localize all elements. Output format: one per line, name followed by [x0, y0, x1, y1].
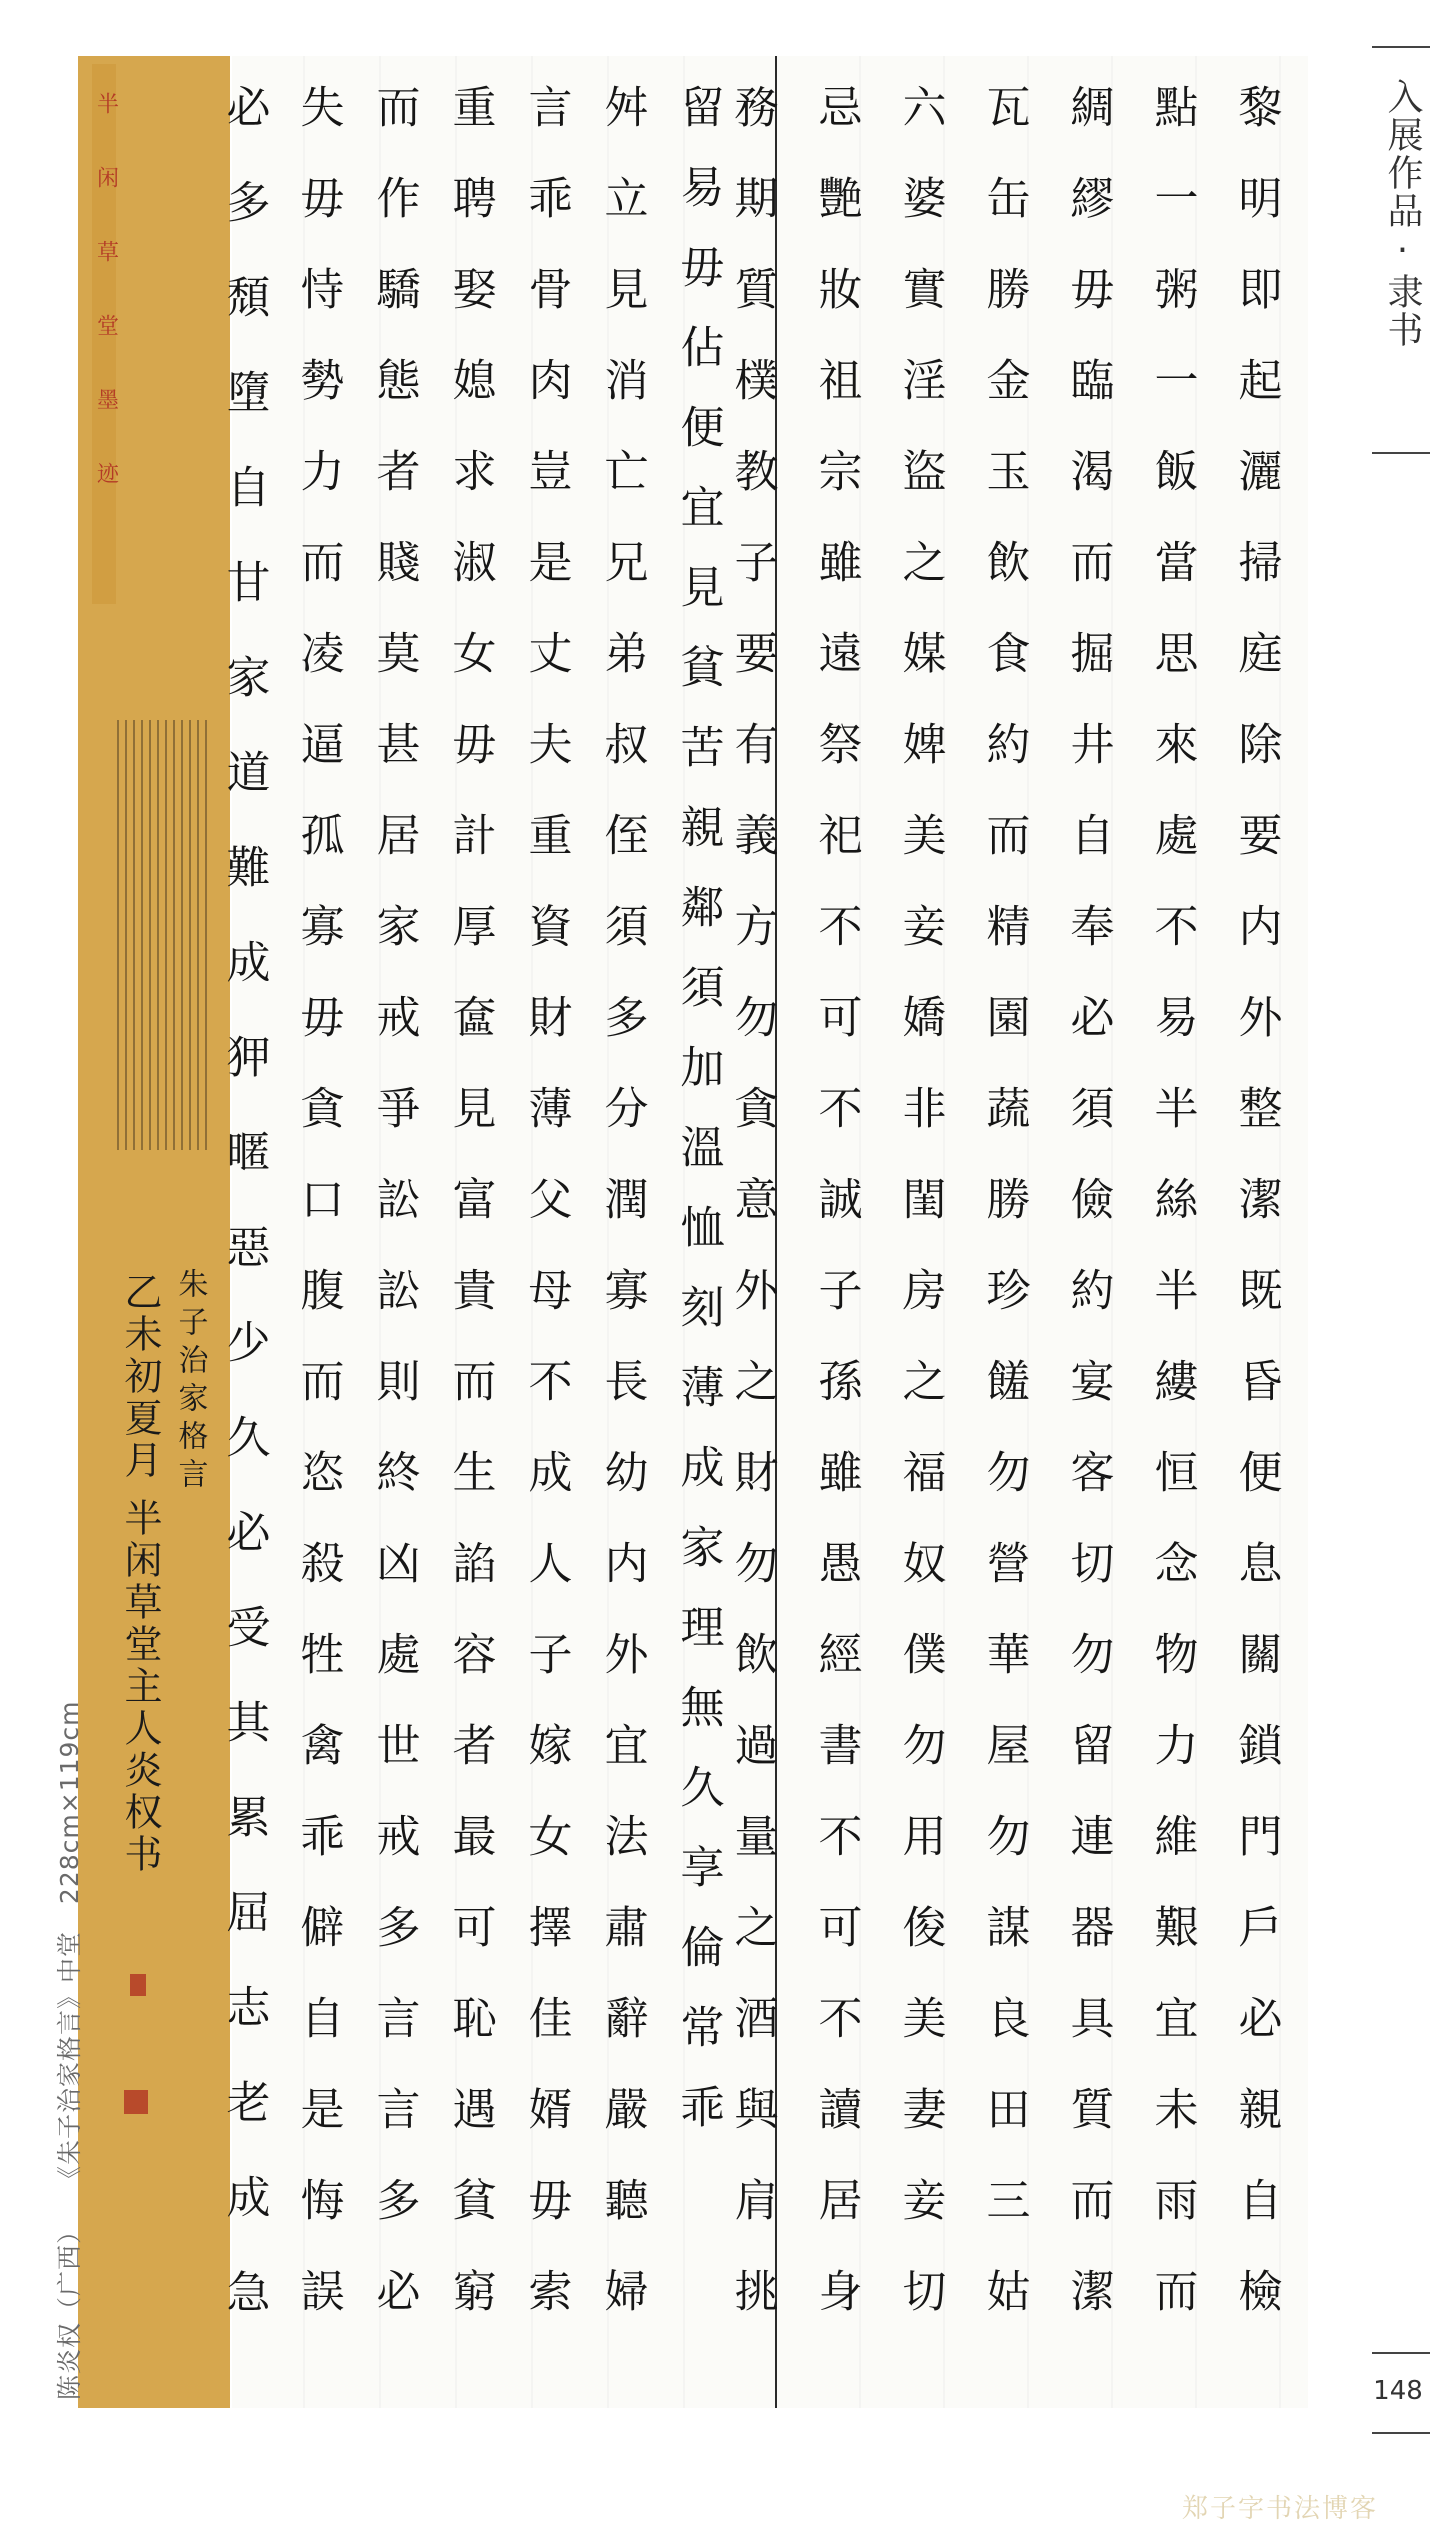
- section-rule-top: [1372, 46, 1430, 48]
- page-number-rule-bottom: [1372, 2432, 1430, 2434]
- text-column: 務期質樸教子要有義方勿貪意外之財勿飲過量之酒與肩挑: [726, 84, 778, 2359]
- section-title: 入展作品·隶书: [1382, 78, 1423, 349]
- caption-dimensions: 228cm×119cm: [55, 1700, 84, 1905]
- mounting-title-label: 半闲草堂墨迹: [93, 92, 119, 536]
- artist-seal-1: [130, 1974, 146, 1996]
- text-column: 瓦缶勝金玉飲食約而精園蔬勝珍饈勿營華屋勿謀良田三姑: [978, 84, 1030, 2359]
- text-column: 黎明即起灑掃庭除要内外整潔既昏便息關鎖門戶必親自檢: [1230, 84, 1282, 2359]
- page-number-rule-top: [1372, 2352, 1430, 2354]
- text-column: 重聘娶媳求淑女毋計厚奩見富貴而生諂容者最可恥遇貧窮: [444, 84, 496, 2359]
- text-column: 而作驕態者賤莫甚居家戒爭訟訟則終凶處世戒多言言多必: [368, 84, 420, 2359]
- caption-author: 陈炎权（广西）: [55, 2217, 84, 2400]
- caption-work-title: 《朱子治家格言》中堂: [55, 1931, 84, 2192]
- inscription-line: 乙未初夏月 半闲草堂主人炎权书: [118, 1272, 162, 1877]
- text-column: 六婆實淫盜之媒婢美妾嬌非閨房之福奴僕勿用俊美妻妾切: [894, 84, 946, 2359]
- page-number: 148: [1373, 2376, 1423, 2406]
- text-column: 留易毋佔便宜見貧苦親鄰須加溫恤刻薄成家理無久享倫常乖: [672, 84, 724, 2164]
- artist-seal-2: [124, 2090, 148, 2114]
- section-rule-bottom: [1372, 452, 1430, 454]
- text-column: 綢繆毋臨渴而掘井自奉必須儉約宴客切勿留連器具質而潔: [1062, 84, 1114, 2359]
- watermark: 郑子字书法博客: [1182, 2494, 1379, 2524]
- text-column: 失毋恃勢力而凌逼孤寡毋貪口腹而恣殺牲禽乖僻自是悔誤: [292, 84, 344, 2359]
- text-column: 點一粥一飯當思來處不易半絲半縷恒念物力維艱宜未雨而: [1146, 84, 1198, 2359]
- inscription-title: 朱子治家格言: [172, 1268, 208, 1496]
- text-column: 必多頹墮自甘家道難成狎暱惡少久必受其累屈志老成急: [218, 84, 270, 2364]
- text-column: 忌艷妝祖宗雖遠祭祀不可不誠子孫雖愚經書不可不讀居身: [810, 84, 862, 2359]
- text-column: 舛立見消亡兄弟叔侄須多分潤寡長幼内外宜法肅辭嚴聽婦: [596, 84, 648, 2359]
- text-column: 言乖骨肉豈是丈夫重資財薄父母不成人子嫁女擇佳婿毋索: [520, 84, 572, 2359]
- work-caption: [50, 1682, 86, 2400]
